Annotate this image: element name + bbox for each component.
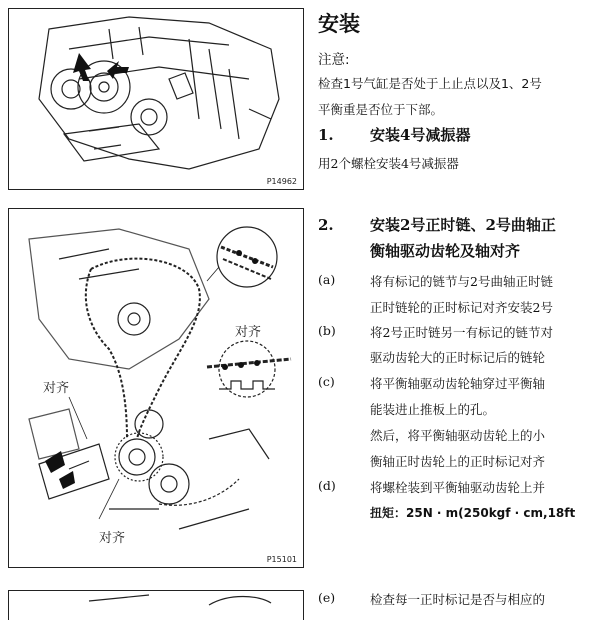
step2a-marker: (a) [318,272,336,287]
step2c-line-1: 将平衡轴驱动齿轮轴穿过平衡轴 [370,376,546,391]
step2-heading [318,214,556,235]
figure-code: P15101 [266,555,297,564]
step2b-line-2: 驱动齿轮大的正时标记后的链轮 [370,350,546,365]
step2c-line-4: 衡轴正时齿轮上的正时标记对齐 [370,454,546,469]
figure-chain-install [8,208,304,568]
step2a-line-1: 将有标记的链节与2号曲轴正时链 [370,274,553,289]
step2c-line-2: 能装进止推板上的孔。 [370,402,496,417]
step1-heading [318,124,470,145]
step2e-marker: (e) [318,590,336,605]
step2b-line-1: 将2号正时链另一有标记的链节对 [370,325,553,340]
align-label-bottom: 对齐 [99,531,126,546]
step1-title: 安装4号减振器 [370,126,471,144]
align-label-left: 对齐 [43,381,70,396]
figure-code: P14962 [266,177,297,186]
note-line-1: 检查1号气缸是否处于上止点以及1、2号 [318,76,542,91]
note-line-2: 平衡重是否位于下部。 [318,102,444,117]
step2-heading-line2 [370,240,520,261]
note-label: 注意: [318,52,350,68]
engine-illustration-3 [9,591,304,620]
step2c-marker: (c) [318,374,335,389]
step1-text: 用2个螺栓安装4号减振器 [318,156,459,171]
step2a-line-2: 正时链轮的正时标记对齐安装2号 [370,300,553,315]
step2e-line-1: 检查每一正时标记是否与相应的 [370,592,546,607]
engine-illustration-1 [9,9,304,190]
section-title: 安装 [318,12,360,36]
step1-number: 1. [318,126,334,144]
step2c-line-3: 然后，将平衡轴驱动齿轮上的小 [370,428,546,443]
step2d-line-1: 将螺栓装到平衡轴驱动齿轮上并 [370,480,546,495]
step2-title-line-1: 安装2号正时链、2号曲轴正 [370,216,556,234]
step2b-marker: (b) [318,323,336,338]
step2-title-line-2: 衡轴驱动齿轮及轴对齐 [370,242,521,260]
torque-spec: 扭矩：25N · m(250kgf · cm,18ft [370,506,576,520]
step2d-marker: (d) [318,478,336,493]
figure-damper-install [8,8,304,190]
align-label-right: 对齐 [235,325,262,340]
figure-partial [8,590,304,620]
step2-number: 2. [318,216,334,234]
